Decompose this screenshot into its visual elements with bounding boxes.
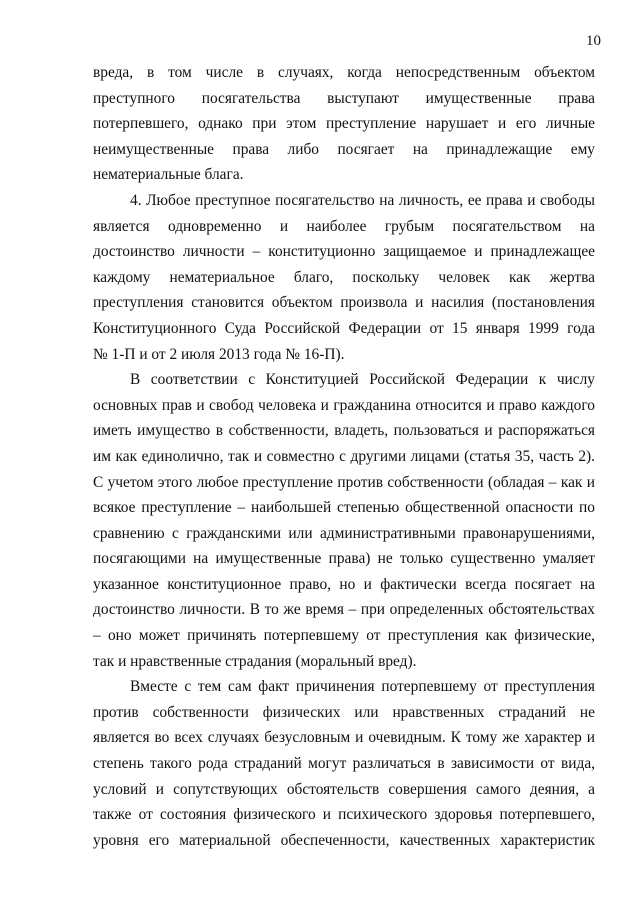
text-line: также от состояния физического и психического здоровья потерпевшего, <box>93 806 595 824</box>
text-line: сравнению с гражданскими или административными правонарушениями, <box>93 524 595 542</box>
text-line: преступления становится объектом произвола и насилия (постановления <box>93 294 595 312</box>
text-line: против собственности физических или нравственных страданий не <box>93 703 595 721</box>
text-line: указанное конституционное право, но и фактически всегда посягает на <box>93 575 595 593</box>
text-line: всякое преступление – наибольшей степенью общественной опасности по <box>93 499 595 517</box>
text-line: является во всех случаях безусловным и очевидным. К тому же характер и <box>93 729 595 747</box>
text-line: условий и сопутствующих обстоятельств совершения самого деяния, а <box>93 780 595 798</box>
document-body <box>93 60 595 853</box>
text-line: нематериальные блага. <box>93 166 244 184</box>
text-line: Конституционного Суда Российской Федерации от 15 января 1999 года <box>93 319 595 337</box>
text-line: 4. Любое преступное посягательство на личность, ее права и свободы <box>130 191 595 209</box>
page-number: 10 <box>586 33 601 49</box>
text-line: неимущественные права либо посягает на принадлежащие ему <box>93 140 595 158</box>
text-line: вреда, в том числе в случаях, когда непосредственным объектом <box>93 64 595 81</box>
text-line: С учетом этого любое преступление против собственности (обладая – как и <box>93 473 595 491</box>
text-line: является одновременно и наиболее грубым посягательством на <box>93 217 595 235</box>
text-line: основных прав и свобод человека и гражданина относится и право каждого <box>93 396 595 414</box>
text-line: – оно может причинять потерпевшему от преступления как физические, <box>93 627 595 645</box>
text-line: Вместе с тем сам факт причинения потерпевшему от преступления <box>130 678 595 696</box>
text-line: уровня его материальной обеспеченности, качественных характеристик <box>93 831 595 849</box>
text-line: достоинство личности – конституционно защищаемое и принадлежащее <box>93 243 595 261</box>
text-line: посягающими на имущественные права) не только существенно умаляет <box>93 550 595 568</box>
text-line: № 1-П и от 2 июля 2013 года № 16-П). <box>93 345 345 363</box>
text-line: им как единолично, так и совместно с другими лицами (статья 35, часть 2). <box>93 447 595 465</box>
text-line: достоинство личности. В то же время – при определенных обстоятельствах <box>93 601 595 619</box>
text-line: степень такого рода страданий могут различаться в зависимости от вида, <box>93 755 595 773</box>
text-line: В соответствии с Конституцией Российской Федерации к числу <box>130 371 595 389</box>
text-line: потерпевшего, однако при этом преступление нарушает и его личные <box>93 115 595 133</box>
text-line: иметь имущество в собственности, владеть, пользоваться и распоряжаться <box>93 422 595 440</box>
text-line: каждому нематериальное благо, поскольку человек как жертва <box>93 268 595 286</box>
text-line: преступного посягательства выступают имущественные права <box>93 89 595 107</box>
text-line: так и нравственные страдания (моральный вред). <box>93 652 417 670</box>
